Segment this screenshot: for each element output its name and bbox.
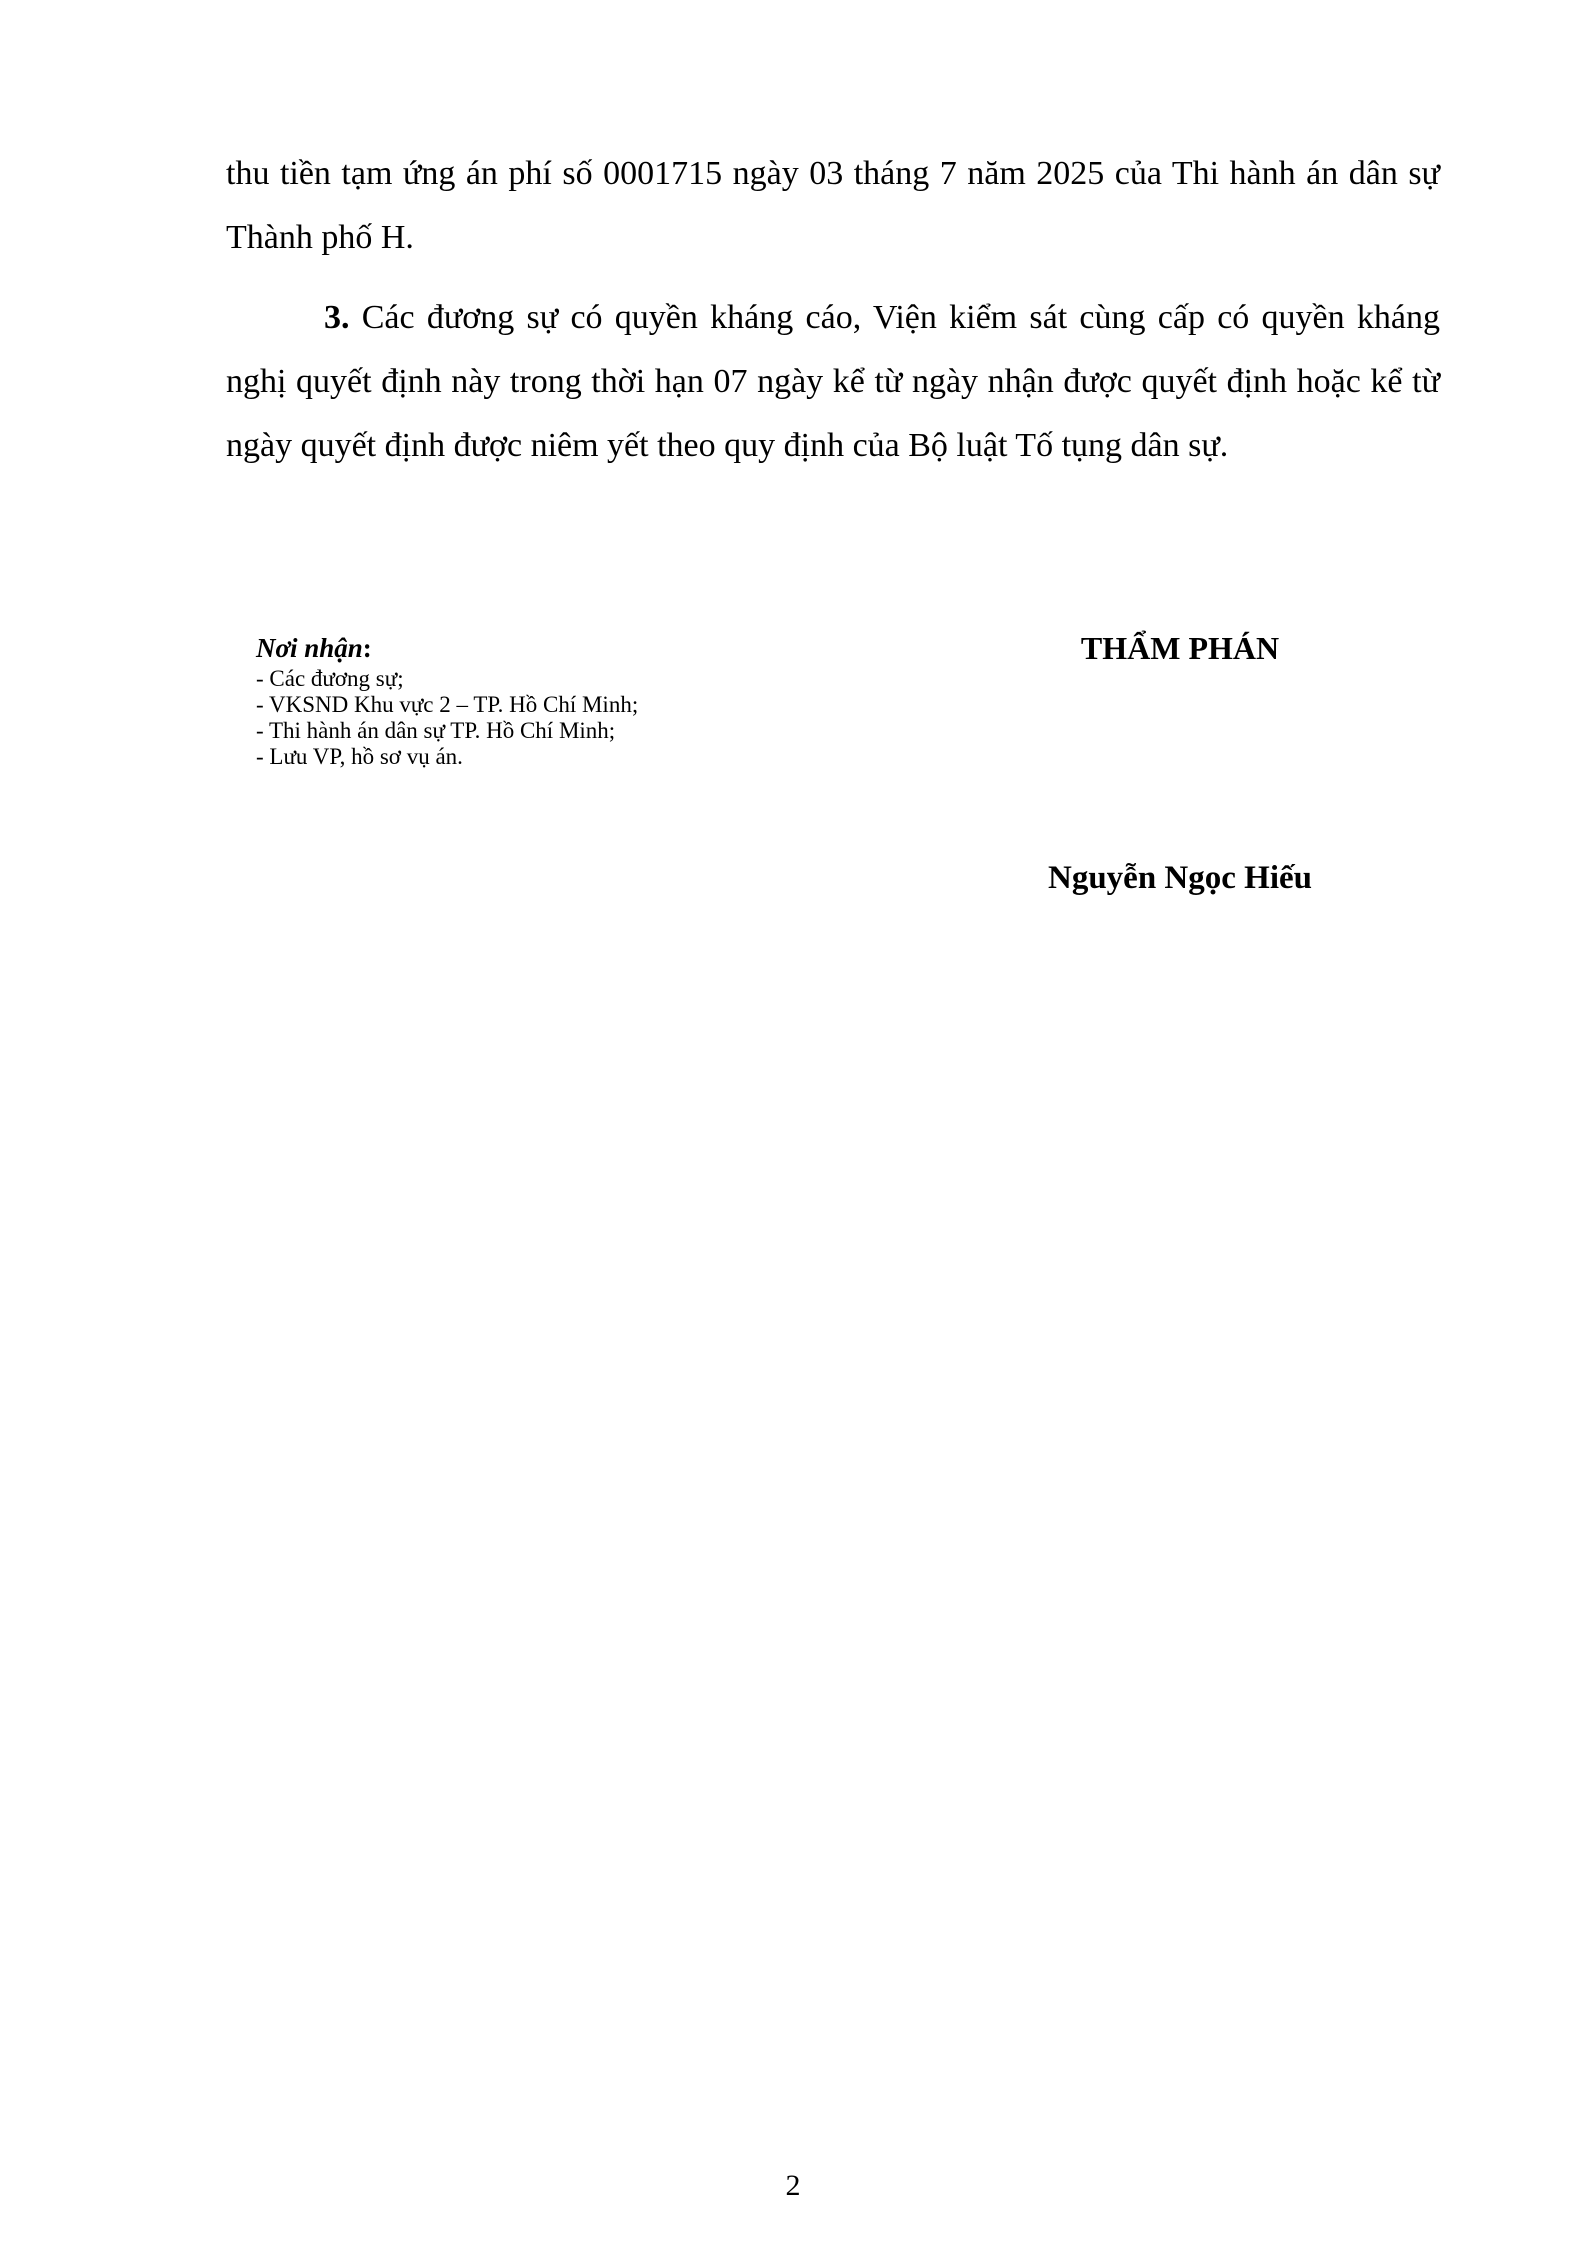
recipient-item: - Các đương sự; bbox=[256, 666, 404, 691]
item-number: 3. bbox=[324, 299, 350, 336]
page-number: 2 bbox=[785, 2169, 801, 2202]
recipients-title-colon: : bbox=[362, 633, 372, 663]
recipients-title: Nơi nhận bbox=[256, 633, 363, 663]
recipients-block bbox=[256, 630, 816, 770]
paragraph-continued: thu tiền tạm ứng án phí số 0001715 ngày 03 tháng 7 năm 2025 của Thi hành án dân sự Thành phố H. bbox=[226, 155, 1440, 256]
item-3-text: Các đương sự có quyền kháng cáo, Viện kiểm sát cùng cấp có quyền kháng nghị quyết định này trong thời hạn 07 ngày kể từ ngày nhận được quyết định hoặc kể từ ngày quyết định được niêm yết theo quy định của Bộ luật Tố tụng dân sự. bbox=[226, 299, 1440, 464]
recipient-item: - VKSND Khu vực 2 – TP. Hồ Chí Minh; bbox=[256, 692, 639, 717]
signer-title: THẨM PHÁN bbox=[1080, 630, 1280, 666]
recipient-list bbox=[256, 666, 816, 770]
recipients-heading bbox=[256, 630, 816, 666]
recipient-item: - Lưu VP, hồ sơ vụ án. bbox=[256, 744, 463, 769]
recipient-item: - Thi hành án dân sự TP. Hồ Chí Minh; bbox=[256, 718, 616, 743]
paragraph-item-3 bbox=[226, 286, 1440, 478]
signature-block bbox=[970, 628, 1390, 668]
signer-name: Nguyễn Ngọc Hiếu bbox=[1048, 860, 1312, 896]
